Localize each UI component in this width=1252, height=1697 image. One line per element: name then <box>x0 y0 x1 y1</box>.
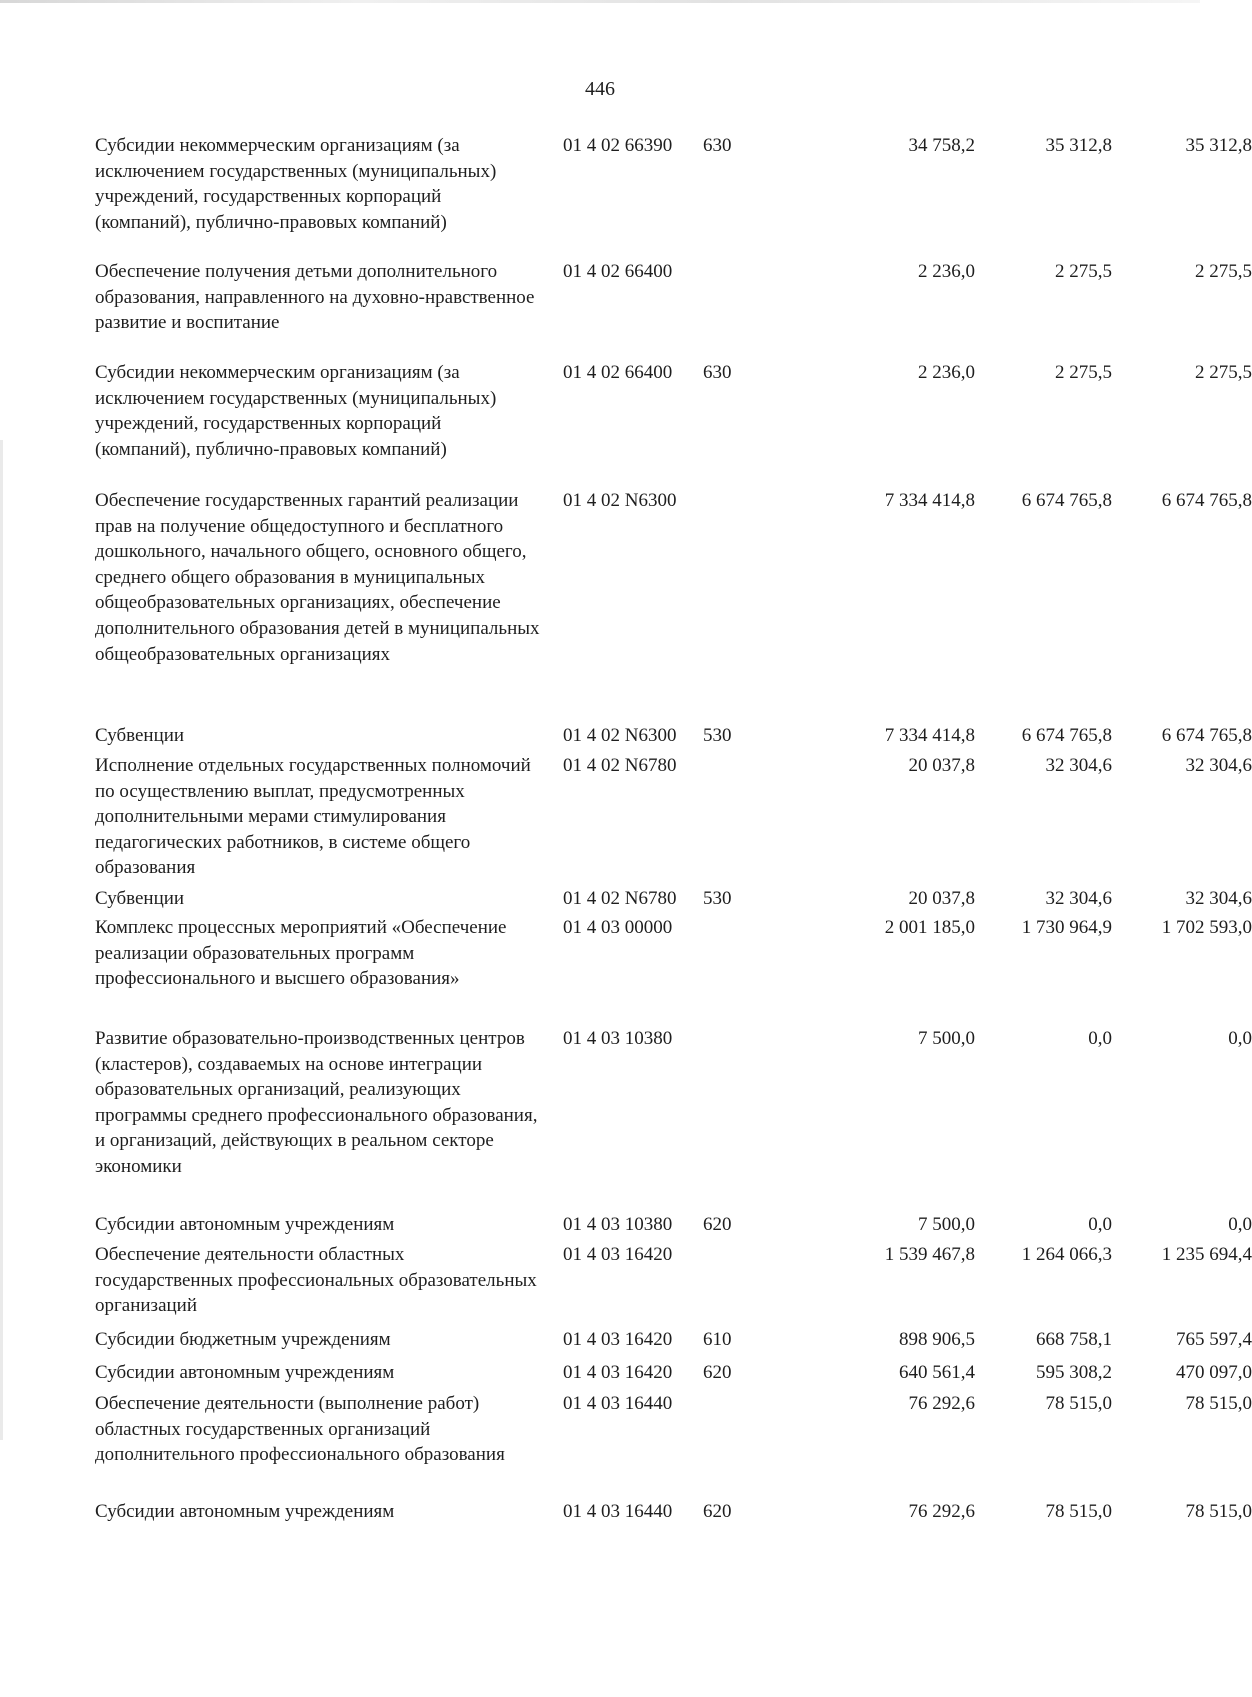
row-value-2: 2 275,5 <box>1055 362 1112 383</box>
row-value-2: 6 674 765,8 <box>1021 725 1112 746</box>
table-row <box>95 1391 1252 1499</box>
row-code: 01 4 02 N6780 <box>563 888 677 909</box>
row-description: Обеспечение получения детьми дополнительного образования, направленного на духовно-нравственное развитие и воспитание <box>95 261 535 334</box>
table-row <box>95 753 1252 886</box>
row-expense-type: 620 <box>703 1214 732 1235</box>
row-value-2: 0,0 <box>1088 1214 1112 1235</box>
row-value-1: 20 037,8 <box>908 888 975 909</box>
row-description: Субсидии автономным учреждениям <box>95 1362 395 1383</box>
row-code: 01 4 03 16440 <box>563 1501 673 1522</box>
row-value-3: 470 097,0 <box>1176 1362 1252 1383</box>
table-row <box>95 1360 1252 1391</box>
row-value-2: 1 730 964,9 <box>1021 917 1112 938</box>
row-description: Субсидии бюджетным учреждениям <box>95 1329 391 1350</box>
row-value-2: 595 308,2 <box>1036 1362 1112 1383</box>
row-value-3: 78 515,0 <box>1185 1501 1252 1522</box>
row-code: 01 4 02 66400 <box>563 261 673 282</box>
row-value-3: 78 515,0 <box>1185 1393 1252 1414</box>
table-row <box>95 1212 1252 1242</box>
row-description: Развитие образовательно-производственных центров (кластеров), создаваемых на основе интеграции образовательных организаций, реализующих программы среднего профессионального образования, и организаций, действующих в реальном секторе экономики <box>95 1028 538 1177</box>
row-value-2: 6 674 765,8 <box>1021 490 1112 511</box>
row-description: Субсидии некоммерческим организациям (за исключением государственных (муниципальных) учреждений, государственных корпораций (компаний), публично-правовых компаний) <box>95 135 497 233</box>
row-value-1: 7 500,0 <box>918 1214 975 1235</box>
row-value-1: 2 236,0 <box>918 362 975 383</box>
row-value-1: 76 292,6 <box>908 1501 975 1522</box>
row-value-2: 2 275,5 <box>1055 261 1112 282</box>
table-row <box>95 1242 1252 1327</box>
table-row <box>95 1327 1252 1360</box>
scan-artifact-left-edge <box>0 440 3 1440</box>
row-description: Субвенции <box>95 725 185 746</box>
row-value-3: 0,0 <box>1228 1028 1252 1049</box>
row-value-1: 7 500,0 <box>918 1028 975 1049</box>
row-value-2: 668 758,1 <box>1036 1329 1112 1350</box>
table-row <box>95 723 1252 753</box>
row-expense-type: 630 <box>703 362 732 383</box>
row-code: 01 4 03 16420 <box>563 1362 673 1383</box>
row-value-1: 76 292,6 <box>908 1393 975 1414</box>
table-row <box>95 133 1252 259</box>
row-value-3: 1 702 593,0 <box>1161 917 1252 938</box>
table-row <box>95 1499 1252 1529</box>
row-value-2: 78 515,0 <box>1045 1501 1112 1522</box>
row-value-1: 640 561,4 <box>899 1362 975 1383</box>
row-description: Субвенции <box>95 888 185 909</box>
row-value-3: 6 674 765,8 <box>1161 490 1252 511</box>
table-row <box>95 1026 1252 1212</box>
scan-artifact-top <box>0 0 1200 3</box>
row-code: 01 4 02 N6300 <box>563 725 677 746</box>
row-value-3: 1 235 694,4 <box>1161 1244 1252 1265</box>
row-value-2: 32 304,6 <box>1045 888 1112 909</box>
table-row <box>95 886 1252 915</box>
row-value-3: 0,0 <box>1228 1214 1252 1235</box>
budget-table <box>95 133 1252 1529</box>
row-code: 01 4 03 16420 <box>563 1329 673 1350</box>
row-value-3: 6 674 765,8 <box>1161 725 1252 746</box>
table-row <box>95 488 1252 723</box>
row-value-2: 1 264 066,3 <box>1021 1244 1112 1265</box>
row-code: 01 4 03 00000 <box>563 917 673 938</box>
row-value-1: 7 334 414,8 <box>884 725 975 746</box>
row-value-3: 32 304,6 <box>1185 755 1252 776</box>
row-value-1: 34 758,2 <box>908 135 975 156</box>
row-code: 01 4 02 N6300 <box>563 490 677 511</box>
row-description: Исполнение отдельных государственных полномочий по осуществлению выплат, предусмотренных дополнительными мерами стимулирования педагогических работников, в системе общего образования <box>95 755 531 879</box>
table-row <box>95 259 1252 360</box>
row-value-1: 2 001 185,0 <box>884 917 975 938</box>
row-value-1: 20 037,8 <box>908 755 975 776</box>
row-code: 01 4 03 16420 <box>563 1244 673 1265</box>
row-value-3: 765 597,4 <box>1176 1329 1252 1350</box>
row-expense-type: 610 <box>703 1329 732 1350</box>
row-value-2: 0,0 <box>1088 1028 1112 1049</box>
row-value-1: 7 334 414,8 <box>884 490 975 511</box>
table-row <box>95 360 1252 488</box>
row-value-3: 2 275,5 <box>1195 362 1252 383</box>
row-expense-type: 630 <box>703 135 732 156</box>
row-value-3: 35 312,8 <box>1185 135 1252 156</box>
row-expense-type: 530 <box>703 725 732 746</box>
row-value-3: 32 304,6 <box>1185 888 1252 909</box>
row-value-1: 898 906,5 <box>899 1329 975 1350</box>
row-value-3: 2 275,5 <box>1195 261 1252 282</box>
row-description: Субсидии некоммерческим организациям (за исключением государственных (муниципальных) учреждений, государственных корпораций (компаний), публично-правовых компаний) <box>95 362 497 460</box>
row-value-2: 78 515,0 <box>1045 1393 1112 1414</box>
row-value-1: 1 539 467,8 <box>884 1244 975 1265</box>
row-value-2: 32 304,6 <box>1045 755 1112 776</box>
row-expense-type: 620 <box>703 1362 732 1383</box>
row-code: 01 4 03 16440 <box>563 1393 673 1414</box>
row-description: Обеспечение деятельности областных государственных профессиональных образовательных организаций <box>95 1244 537 1317</box>
page-number: 446 <box>585 78 615 100</box>
row-value-2: 35 312,8 <box>1045 135 1112 156</box>
row-expense-type: 620 <box>703 1501 732 1522</box>
row-description: Субсидии автономным учреждениям <box>95 1214 395 1235</box>
row-code: 01 4 03 10380 <box>563 1214 673 1235</box>
row-description: Субсидии автономным учреждениям <box>95 1501 395 1522</box>
row-code: 01 4 03 10380 <box>563 1028 673 1049</box>
row-code: 01 4 02 N6780 <box>563 755 677 776</box>
table-row <box>95 915 1252 1026</box>
row-expense-type: 530 <box>703 888 732 909</box>
row-description: Обеспечение деятельности (выполнение работ) областных государственных организаций дополнительного профессионального образования <box>95 1393 505 1466</box>
row-value-1: 2 236,0 <box>918 261 975 282</box>
row-code: 01 4 02 66390 <box>563 135 673 156</box>
row-code: 01 4 02 66400 <box>563 362 673 383</box>
row-description: Комплекс процессных мероприятий «Обеспечение реализации образовательных программ профессионального и высшего образования» <box>95 917 507 990</box>
row-description: Обеспечение государственных гарантий реализации прав на получение общедоступного и бесплатного дошкольного, начального общего, основного общего, среднего общего образования в муниципальных общеобразовательных организациях, обеспечение дополнительного образования детей в муниципальных общеобразовательных организациях <box>95 490 540 665</box>
